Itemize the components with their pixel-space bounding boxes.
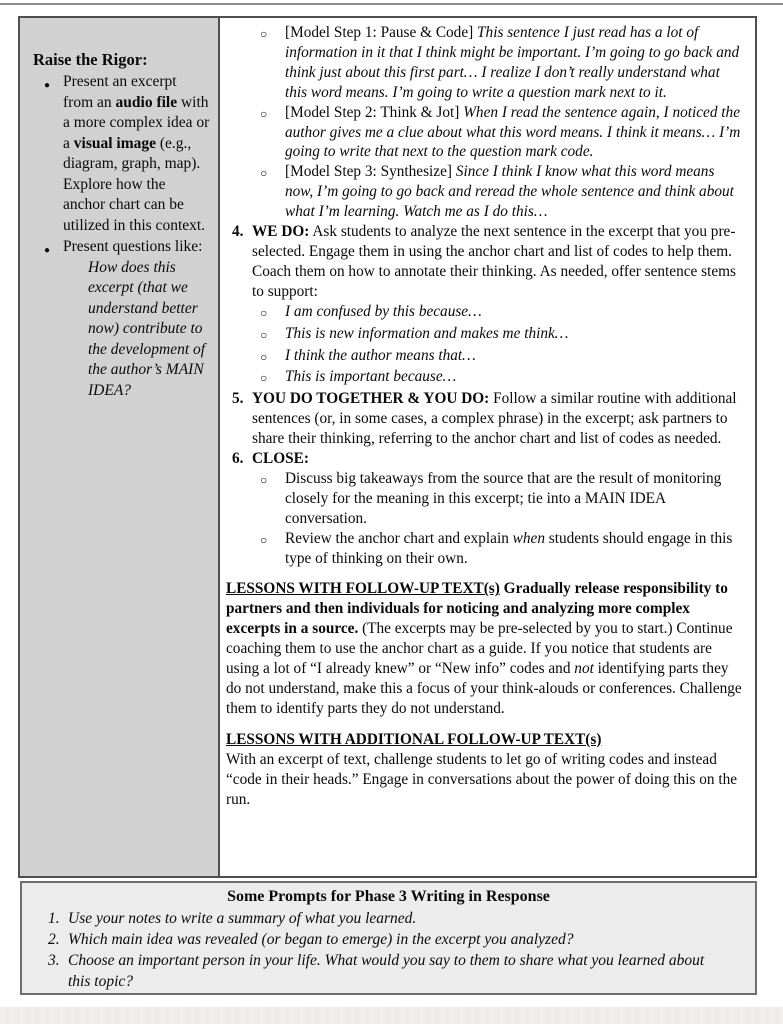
model-step-item xyxy=(226,23,744,103)
prompt-number: 2. xyxy=(48,931,60,948)
prompt-item xyxy=(22,908,755,929)
circle-bullet-icon: ○ xyxy=(260,327,268,342)
circle-bullet-icon: ○ xyxy=(260,27,268,41)
lesson-plan-table xyxy=(18,16,757,878)
additional-followup-text: With an excerpt of text, challenge students to let go of writing codes and instead “code in their heads.” Engage in conversations about the power of doing this on the run. xyxy=(226,750,738,808)
step-6-close xyxy=(226,449,744,568)
additional-followup-paragraph xyxy=(226,730,744,810)
item-number: 4. xyxy=(232,223,244,241)
step-4-body xyxy=(252,222,744,389)
sentence-stem-item xyxy=(252,302,744,324)
prompt-number: 1. xyxy=(48,910,60,927)
prompt-text: Use your notes to write a summary of what you learned. xyxy=(68,910,417,927)
model-step-label: [Model Step 3: Synthesize] xyxy=(285,163,456,181)
raise-rigor-title: Raise the Rigor: xyxy=(33,50,148,69)
rigor-questions-label: Present questions like: xyxy=(63,238,203,255)
prompts-title: Some Prompts for Phase 3 Writing in Response xyxy=(227,888,550,905)
circle-bullet-icon: ○ xyxy=(260,305,268,320)
rigor-bullet-excerpt-text: Present an excerpt from an audio file with a more complex idea or a visual image (e.g., diagram, graph, map). Explore how the anchor chart can be utilized in this context. xyxy=(63,73,210,234)
circle-bullet-icon: ○ xyxy=(260,166,268,181)
model-step-script: This sentence I just read has a lot of information in it that I think might be important. I’m going to go back and think just about this first part… I realize I don’t really understand what this word means. I’m going to write a question mark next to it. xyxy=(285,24,740,101)
rigor-bullet-questions-text xyxy=(63,237,210,401)
prompt-number: 3. xyxy=(48,952,60,969)
sentence-stem-text: This is important because… xyxy=(285,368,457,386)
circle-bullet-icon: ○ xyxy=(260,106,268,121)
model-step-script: Since I think I know what this word means now, I’m going to go back and reread the whole sentence and think about what I’m learning. Watch me as I do this… xyxy=(285,163,734,221)
additional-followup-heading: LESSONS WITH ADDITIONAL FOLLOW-UP TEXT(s) xyxy=(226,730,602,748)
prompt-text: Which main idea was revealed (or began to emerge) in the excerpt you analyzed? xyxy=(68,931,574,948)
rigor-bullet-excerpt xyxy=(44,72,210,236)
item-text: Ask students to analyze the next sentence in the excerpt that you pre-selected. Engage them in using the anchor chart and list of codes to help them. Coach them on how to annotate their thinking. As needed, offer sentence stems to support: xyxy=(252,223,736,300)
prompt-item xyxy=(22,929,755,950)
close-bullet-text: Discuss big takeaways from the source that are the result of monitoring closely for the meaning in this excerpt; tie into a MAIN IDEA conversation. xyxy=(285,469,722,527)
model-step-item xyxy=(226,103,744,163)
model-step-text xyxy=(285,103,744,163)
close-bullet-text: Review the anchor chart and explain when students should engage in this type of thinking on their own. xyxy=(285,529,733,567)
item-lead: WE DO: xyxy=(252,223,310,241)
prompt-text: Choose an important person in your life. What would you say to them to share what you learned about this topic? xyxy=(68,952,705,990)
sentence-stem-text: I think the author means that… xyxy=(285,346,476,364)
top-rule xyxy=(0,3,783,5)
close-bullet-item xyxy=(252,469,744,529)
step-5-body xyxy=(252,389,744,449)
item-lead: YOU DO TOGETHER & YOU DO: xyxy=(252,390,490,408)
model-step-label: [Model Step 2: Think & Jot] xyxy=(285,103,464,121)
model-step-text xyxy=(285,23,744,103)
bottom-page-band xyxy=(0,1007,783,1024)
followup-text-paragraph: LESSONS WITH FOLLOW-UP TEXT(s) Gradually release responsibility to partners and then individuals for noticing and analyzing more complex excerpts in a source. (The excerpts may be pre-selected by you to start.) Continue coaching them to use the anchor chart as a guide. If you notice that students are using a lot of “I already knew” or “New info” codes and not identifying parts they do not understand, make this a focus of your think-alouds or conferences. Challenge them to identify parts they do not understand. xyxy=(226,580,742,717)
item-number: 6. xyxy=(232,450,244,468)
rigor-bullet-questions xyxy=(44,237,210,401)
item-number: 5. xyxy=(232,390,244,408)
circle-bullet-icon: ○ xyxy=(260,349,268,364)
item-text: Follow a similar routine with additional sentences (or, in some cases, a complex phrase) in the excerpt; ask partners to share their thinking, referring to the anchor chart and list of codes as needed. xyxy=(252,390,737,448)
model-step-script: When I read the sentence again, I noticed the author gives me a clue about what this word means. I think it means… I’m going to write that next to the question mark code. xyxy=(285,103,741,161)
raise-rigor-cell xyxy=(20,18,220,876)
step-6-body xyxy=(252,449,744,568)
sentence-stem-item xyxy=(252,324,744,346)
close-bullet-item xyxy=(252,529,744,569)
circle-bullet-icon: ○ xyxy=(260,371,268,386)
circle-bullet-icon: ○ xyxy=(260,532,268,547)
sentence-stem-item xyxy=(252,346,744,368)
sentence-stem-text: I am confused by this because… xyxy=(285,302,482,320)
rigor-example-question: How does this excerpt (that we understand better now) contribute to the development of the author’s MAIN IDEA? xyxy=(88,258,206,399)
step-4-we-do xyxy=(226,222,744,389)
sentence-stem-item xyxy=(252,367,744,389)
bullet-icon: ● xyxy=(44,245,51,256)
model-step-label: [Model Step 1: Pause & Code] xyxy=(285,24,478,41)
sentence-stem-text: This is new information and makes me think… xyxy=(285,324,569,342)
step-5-you-do xyxy=(226,389,744,449)
bullet-icon: ● xyxy=(44,80,51,91)
lesson-steps-cell xyxy=(220,18,755,876)
item-lead: CLOSE: xyxy=(252,450,309,468)
model-step-text xyxy=(285,162,744,222)
circle-bullet-icon: ○ xyxy=(260,472,268,487)
model-step-item xyxy=(226,162,744,222)
prompts-box xyxy=(20,881,757,995)
prompt-item xyxy=(22,950,755,992)
